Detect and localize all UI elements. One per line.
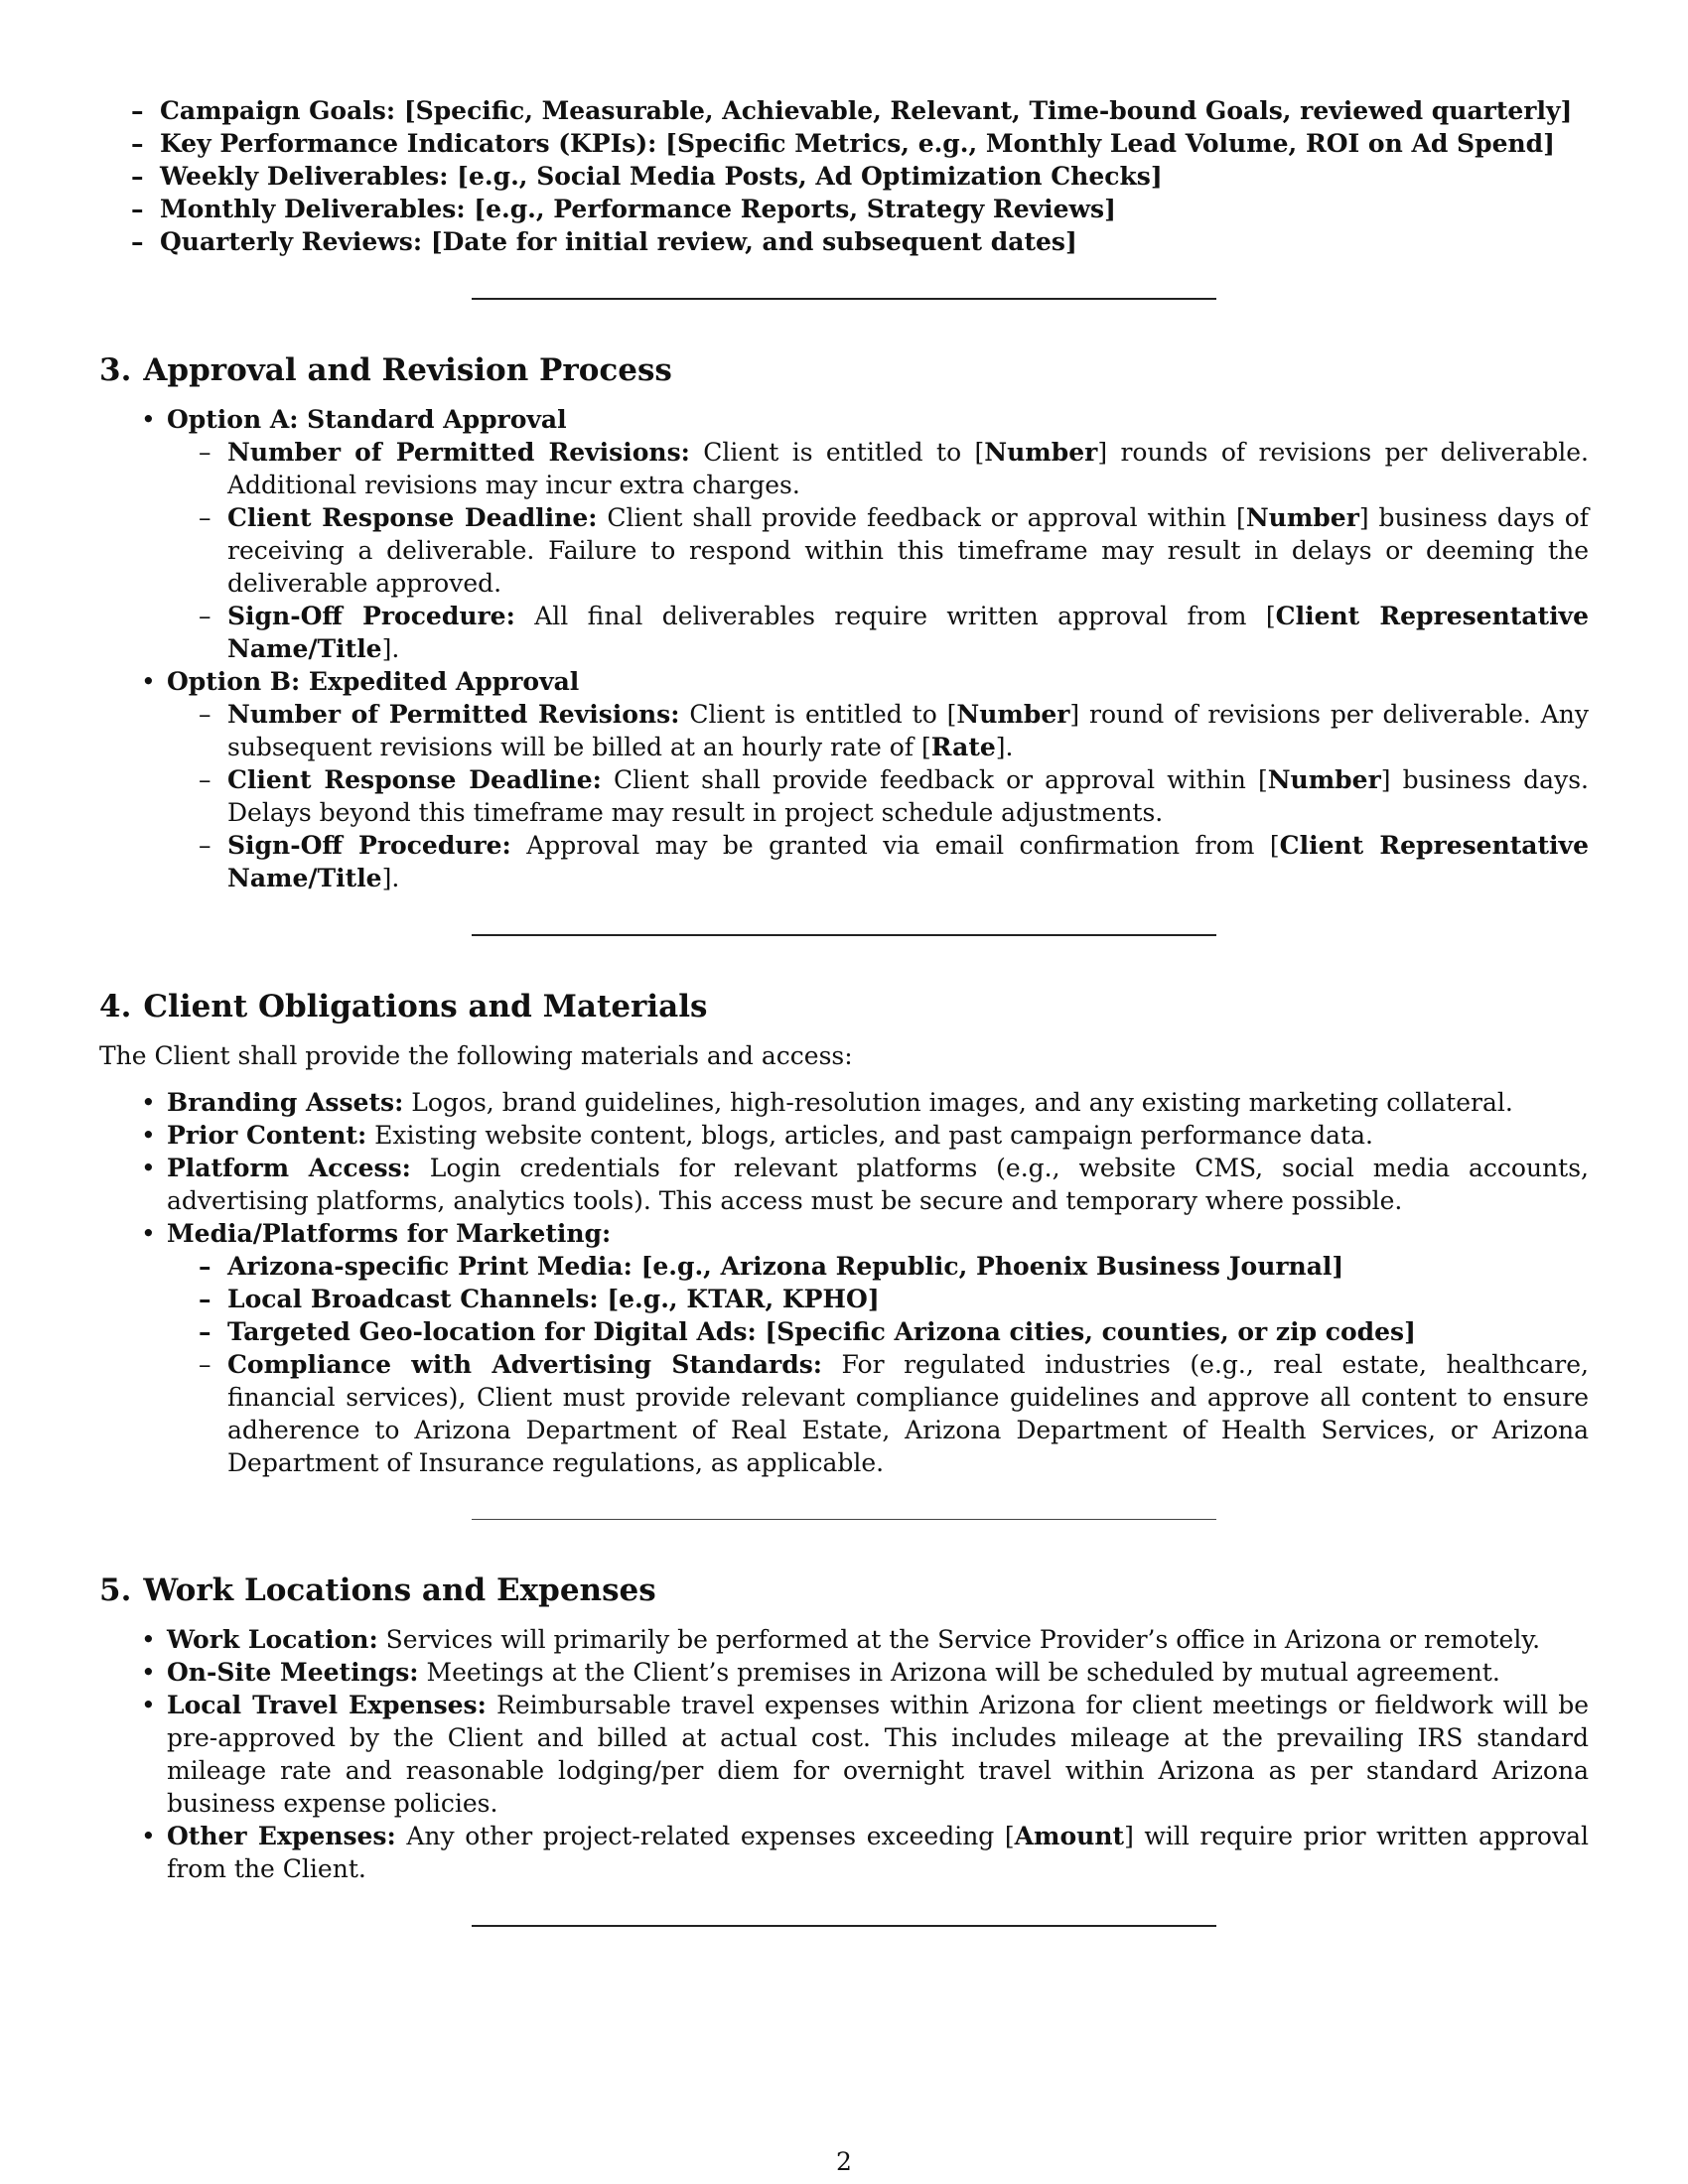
- list-item: [167, 763, 1589, 829]
- list-item: [167, 436, 1589, 501]
- item-label: Local Travel Expenses:: [167, 1691, 487, 1719]
- item-label: Work Location:: [167, 1625, 378, 1654]
- item-text: Any other project-related expenses exceeding [: [395, 1822, 1015, 1850]
- section-title: Approval and Revision Process: [143, 352, 672, 388]
- item-text: [Specific Arizona cities, counties, or zip codes]: [756, 1317, 1416, 1346]
- item-text: ].: [381, 864, 400, 892]
- item-text: [e.g., Social Media Posts, Ad Optimization Checks]: [448, 162, 1163, 191]
- option-b-item: [99, 665, 1589, 894]
- option-b-sublist: [167, 698, 1589, 894]
- section-heading-approval: [99, 351, 1589, 389]
- item-label: Client Response Deadline:: [227, 503, 598, 532]
- item-label: Campaign Goals:: [160, 96, 396, 125]
- list-item: [99, 1820, 1589, 1885]
- section-number: 4.: [99, 989, 132, 1024]
- section-number: 5.: [99, 1572, 132, 1608]
- list-item: [167, 1315, 1589, 1348]
- item-label: Client Response Deadline:: [227, 765, 602, 794]
- list-item: [99, 1623, 1589, 1656]
- item-label: Quarterly Reviews:: [160, 227, 423, 256]
- item-text: Client shall provide feedback or approval within [: [601, 765, 1268, 794]
- placeholder-field: Number: [1267, 765, 1381, 794]
- item-text: [e.g., Arizona Republic, Phoenix Business Journal]: [632, 1252, 1344, 1281]
- list-item: [167, 1250, 1589, 1283]
- list-item: [99, 160, 1589, 193]
- list-item: [99, 127, 1589, 160]
- list-item: [167, 698, 1589, 763]
- item-text: Logos, brand guidelines, high-resolution images, and any existing marketing collateral.: [403, 1088, 1513, 1117]
- item-label: Number of Permitted Revisions:: [227, 438, 690, 467]
- media-platforms-sublist: [167, 1250, 1589, 1479]
- item-label: Prior Content:: [167, 1121, 367, 1150]
- list-item: [167, 829, 1589, 894]
- section-divider: [472, 934, 1216, 936]
- placeholder-field: Number: [1245, 503, 1359, 532]
- item-text: ].: [381, 634, 400, 663]
- list-item: [99, 1689, 1589, 1820]
- item-text: Client is entitled to [: [689, 438, 985, 467]
- list-item: [99, 1656, 1589, 1689]
- item-text: ].: [995, 733, 1014, 761]
- list-item: [99, 1152, 1589, 1217]
- item-text: [e.g., KTAR, KPHO]: [598, 1285, 880, 1313]
- option-a-sublist: [167, 436, 1589, 665]
- option-title: Option A: Standard Approval: [167, 405, 567, 434]
- item-text: Client shall provide feedback or approval within [: [597, 503, 1246, 532]
- placeholder-field: Amount: [1014, 1822, 1125, 1850]
- item-label: Targeted Geo-location for Digital Ads:: [227, 1317, 757, 1346]
- list-item: [99, 1119, 1589, 1152]
- list-item: [99, 225, 1589, 258]
- item-label: Compliance with Advertising Standards:: [227, 1350, 823, 1379]
- section-divider: [472, 1925, 1216, 1927]
- item-label: Arizona-specific Print Media:: [227, 1252, 633, 1281]
- item-text: ] business days. Delays beyond this timeframe may result in project schedule adjustments.: [227, 765, 1589, 827]
- item-text: Reimbursable travel expenses within Arizona for client meetings or fieldwork will be pre-approved by the Client and billed at actual cost. This includes mileage at the prevailing IRS standard mileage rate and reasonable lodging/per diem for overnight travel within Arizona as per standard Arizona business expense policies.: [167, 1691, 1589, 1818]
- section-heading-work-locations: [99, 1571, 1589, 1609]
- placeholder-field: Number: [984, 438, 1098, 467]
- list-item: [99, 94, 1589, 127]
- section-title: Client Obligations and Materials: [143, 989, 708, 1024]
- section-intro: The Client shall provide the following materials and access:: [99, 1041, 853, 1070]
- item-text: [Specific Metrics, e.g., Monthly Lead Volume, ROI on Ad Spend]: [656, 129, 1555, 158]
- item-text: All final deliverables require written approval from [: [514, 602, 1276, 630]
- item-label: Monthly Deliverables:: [160, 195, 466, 223]
- work-locations-list: [99, 1623, 1589, 1885]
- item-label: Number of Permitted Revisions:: [227, 700, 680, 729]
- placeholder-field: Client Representative Name/Title: [227, 602, 1589, 663]
- item-text: Services will primarily be performed at the Service Provider’s office in Arizona or remotely.: [377, 1625, 1541, 1654]
- item-label: On-Site Meetings:: [167, 1658, 419, 1687]
- item-text: ] will require prior written approval from the Client.: [167, 1822, 1589, 1883]
- list-item: [167, 501, 1589, 600]
- item-label: Weekly Deliverables:: [160, 162, 449, 191]
- item-text: ] business days of receiving a deliverable. Failure to respond within this timeframe may result in delays or deeming the deliverable approved.: [227, 503, 1590, 598]
- section-title: Work Locations and Expenses: [143, 1572, 656, 1608]
- list-item: [99, 193, 1589, 225]
- media-platforms-item: [99, 1217, 1589, 1479]
- item-label: Media/Platforms for Marketing:: [167, 1219, 612, 1248]
- placeholder-field: Number: [956, 700, 1070, 729]
- section-heading-client-obligations: [99, 988, 1589, 1025]
- item-label: Local Broadcast Channels:: [227, 1285, 599, 1313]
- section-number: 3.: [99, 352, 132, 388]
- item-label: Branding Assets:: [167, 1088, 404, 1117]
- section-divider: [472, 1519, 1216, 1520]
- list-item: [167, 600, 1589, 665]
- item-text: [Specific, Measurable, Achievable, Relevant, Time-bound Goals, reviewed quarterly]: [395, 96, 1573, 125]
- item-text: [Date for initial review, and subsequent dates]: [422, 227, 1077, 256]
- item-text: Login credentials for relevant platforms (e.g., website CMS, social media accounts, advertising platforms, analytics tools). This access must be secure and temporary where possible.: [167, 1154, 1589, 1215]
- item-label: Sign-Off Procedure:: [227, 831, 511, 860]
- list-item: [167, 1348, 1589, 1479]
- section-divider: [472, 298, 1216, 300]
- item-text: ] rounds of revisions per deliverable. Additional revisions may incur extra charges.: [227, 438, 1589, 499]
- list-item: [167, 1283, 1589, 1315]
- item-text: ] round of revisions per deliverable. Any subsequent revisions will be billed at an hourly rate of [: [227, 700, 1589, 761]
- placeholder-field: Client Representative Name/Title: [227, 831, 1589, 892]
- document-page: [99, 94, 1589, 1927]
- item-label: Key Performance Indicators (KPIs):: [160, 129, 657, 158]
- item-text: Approval may be granted via email confirmation from [: [510, 831, 1280, 860]
- client-materials-list: [99, 1086, 1589, 1479]
- approval-options-list: [99, 403, 1589, 894]
- option-a-item: [99, 403, 1589, 665]
- page-number: 2: [836, 2147, 852, 2176]
- item-text: Client is entitled to [: [679, 700, 957, 729]
- item-label: Other Expenses:: [167, 1822, 396, 1850]
- item-label: Platform Access:: [167, 1154, 411, 1182]
- list-item: [99, 1086, 1589, 1119]
- item-text: Existing website content, blogs, articles, and past campaign performance data.: [366, 1121, 1373, 1150]
- placeholder-field: Rate: [930, 733, 996, 761]
- option-title: Option B: Expedited Approval: [167, 667, 580, 696]
- item-text: For regulated industries (e.g., real estate, healthcare, financial services), Client must provide relevant compliance guidelines and approve all content to ensure adherence to Arizona Department of Real Estate, Arizona Department of Health Services, or Arizona Department of Insurance regulations, as applicable.: [227, 1350, 1589, 1477]
- item-text: Meetings at the Client’s premises in Arizona will be scheduled by mutual agreement.: [418, 1658, 1500, 1687]
- item-label: Sign-Off Procedure:: [227, 602, 515, 630]
- item-text: [e.g., Performance Reports, Strategy Reviews]: [465, 195, 1116, 223]
- campaign-details-list: [99, 94, 1589, 258]
